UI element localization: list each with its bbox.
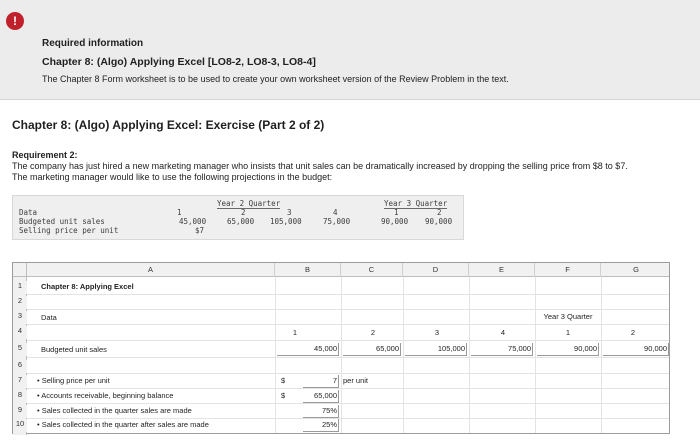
exercise-title: Chapter 8: (Algo) Applying Excel: Exercise (Part 2 of 2) bbox=[12, 118, 325, 132]
quarter-header: 2 bbox=[437, 208, 442, 217]
row-number[interactable]: 10 bbox=[13, 419, 27, 432]
sales-value: 90,000 bbox=[425, 217, 453, 226]
sales-value: 75,000 bbox=[323, 217, 351, 226]
year2-quarter-label: Year 2 Quarter bbox=[217, 199, 281, 208]
column-header-c[interactable]: C bbox=[341, 263, 403, 277]
grid-line bbox=[27, 294, 669, 295]
grid-line bbox=[535, 277, 536, 433]
row-number[interactable]: 4 bbox=[13, 326, 27, 339]
cell-a10[interactable]: • Sales collected in the quarter after sales are made bbox=[37, 420, 209, 429]
column-header-g[interactable]: G bbox=[633, 265, 639, 274]
column-header-row bbox=[13, 263, 669, 277]
grid-line bbox=[275, 277, 276, 433]
projection-table bbox=[12, 195, 464, 240]
grid-line bbox=[469, 277, 470, 433]
quarter-header: 4 bbox=[333, 208, 338, 217]
cell-b8[interactable]: 65,000 bbox=[303, 390, 339, 403]
row-number[interactable]: 3 bbox=[13, 311, 27, 324]
cell-a9[interactable]: • Sales collected in the quarter sales are made bbox=[37, 406, 192, 415]
quarter-header: 1 bbox=[177, 208, 182, 217]
column-header-a[interactable]: A bbox=[27, 263, 275, 277]
price-value: $7 bbox=[195, 226, 205, 235]
cell-a1[interactable]: Chapter 8: Applying Excel bbox=[41, 282, 134, 291]
data-label: Data bbox=[19, 208, 38, 217]
quarter-header: 1 bbox=[394, 208, 399, 217]
spreadsheet bbox=[12, 262, 670, 434]
cell-c7[interactable]: per unit bbox=[343, 376, 369, 385]
grid-line bbox=[27, 340, 669, 341]
sales-value: 90,000 bbox=[381, 217, 409, 226]
cell-b5[interactable]: 45,000 bbox=[277, 343, 339, 356]
row-number[interactable]: 5 bbox=[13, 343, 27, 356]
cell-e5[interactable]: 75,000 bbox=[471, 343, 533, 356]
grid-line bbox=[27, 324, 669, 325]
cell-f3[interactable]: Year 3 Quarter bbox=[543, 312, 593, 321]
column-header-f[interactable]: F bbox=[535, 263, 601, 277]
cell-a5[interactable]: Budgeted unit sales bbox=[41, 345, 107, 354]
grid-line bbox=[403, 277, 404, 433]
cell-d5[interactable]: 105,000 bbox=[405, 343, 467, 356]
year3-quarter-label: Year 3 Quarter bbox=[384, 199, 448, 208]
quarter-header: 2 bbox=[241, 208, 246, 217]
dollar-sign: $ bbox=[281, 376, 286, 385]
grid-line bbox=[601, 277, 602, 433]
row-number[interactable]: 7 bbox=[13, 375, 27, 388]
info-description: The Chapter 8 Form worksheet is to be used to create your own worksheet version of the Review Problem in the text. bbox=[42, 74, 509, 84]
info-heading: Required information bbox=[42, 38, 144, 49]
cell-c5[interactable]: 65,000 bbox=[343, 343, 401, 356]
sales-value: 45,000 bbox=[179, 217, 207, 226]
required-info-panel bbox=[0, 0, 700, 100]
cell-b10[interactable]: 25% bbox=[303, 419, 339, 432]
row-number[interactable]: 2 bbox=[13, 296, 27, 309]
cell-a8[interactable]: • Accounts receivable, beginning balance bbox=[37, 391, 174, 400]
requirement-label: Requirement 2: bbox=[12, 150, 78, 160]
cell-a7[interactable]: • Selling price per unit bbox=[37, 376, 110, 385]
row-number[interactable]: 8 bbox=[13, 390, 27, 403]
column-header-b[interactable]: B bbox=[275, 263, 341, 277]
row-number[interactable]: 6 bbox=[13, 360, 27, 373]
dollar-sign: $ bbox=[281, 391, 286, 400]
grid-line bbox=[27, 373, 669, 374]
grid-line bbox=[27, 309, 669, 310]
row-number[interactable]: 1 bbox=[13, 281, 27, 294]
cell-g5[interactable]: 90,000 bbox=[603, 343, 669, 356]
alert-icon: ! bbox=[6, 12, 24, 30]
cell-b7[interactable]: 7 bbox=[303, 375, 339, 388]
sales-value: 65,000 bbox=[227, 217, 255, 226]
cell-c4[interactable]: 2 bbox=[370, 328, 376, 337]
cell-f5[interactable]: 90,000 bbox=[537, 343, 599, 356]
info-chapter-title: Chapter 8: (Algo) Applying Excel [LO8-2, LO8-3, LO8-4] bbox=[42, 56, 316, 68]
cell-a3[interactable]: Data bbox=[41, 313, 57, 322]
grid-line bbox=[27, 388, 669, 389]
row-number[interactable]: 9 bbox=[13, 405, 27, 418]
grid-line bbox=[27, 357, 669, 358]
grid-line bbox=[27, 403, 669, 404]
quarter-header: 3 bbox=[287, 208, 292, 217]
column-header-d[interactable]: D bbox=[403, 263, 469, 277]
selling-price-label: Selling price per unit bbox=[19, 226, 119, 235]
column-header-e[interactable]: E bbox=[469, 263, 535, 277]
sales-value: 105,000 bbox=[270, 217, 302, 226]
cell-d4[interactable]: 3 bbox=[434, 328, 440, 337]
requirement-text: The company has just hired a new marketing manager who insists that unit sales can be dramatically increased by dropping the selling price from $8 to $7. The marketing manager would like to use the following projections in the budget: bbox=[12, 161, 628, 182]
cell-b9[interactable]: 75% bbox=[303, 405, 339, 418]
cell-b4[interactable]: 1 bbox=[292, 328, 298, 337]
corner-cell bbox=[13, 263, 27, 277]
cell-e4[interactable]: 4 bbox=[500, 328, 506, 337]
cell-f4[interactable]: 1 bbox=[565, 328, 571, 337]
budgeted-sales-label: Budgeted unit sales bbox=[19, 217, 105, 226]
grid-line bbox=[341, 277, 342, 433]
cell-g4[interactable]: 2 bbox=[630, 328, 636, 337]
